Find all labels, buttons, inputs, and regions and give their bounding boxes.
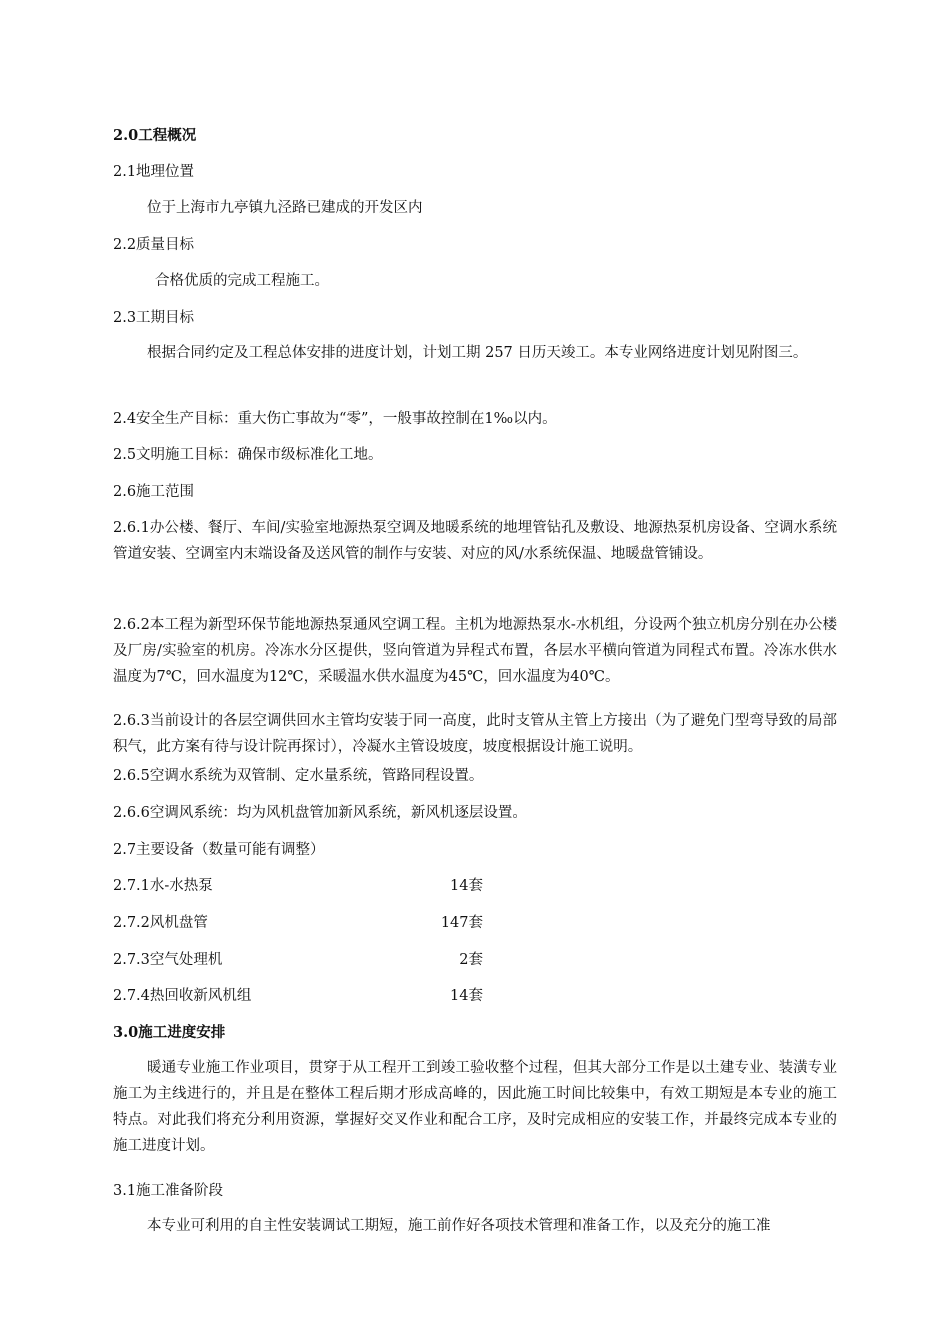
text-2-3: 根据合同约定及工程总体安排的进度计划，计划工期 257 日历天竣工。本专业网络进度计划见附图三。 (147, 345, 808, 361)
equipment-row (113, 913, 513, 933)
heading-3-0: 3.0施工进度安排 (113, 1024, 226, 1041)
text-2-2: 合格优质的完成工程施工。 (155, 273, 329, 289)
equipment-qty: 2套 (459, 952, 483, 968)
heading-2-0: 2.0工程概况 (113, 127, 197, 144)
heading-2-3: 2.3工期目标 (113, 310, 195, 326)
equipment-label: 2.7.2风机盘管 (113, 915, 208, 931)
item-2-6-2: 2.6.2本工程为新型环保节能地源热泵通风空调工程。主机为地源热泵水-水机组，分设两个独立机房分别在办公楼及厂房/实验室的机房。冷冻水分区提供，竖向管道为异程式布置，各层水平横向管道为同程式布置。冷冻水供水温度为7℃，回水温度为12℃，采暖温水供水温度为45℃，回水温度为40℃。 (113, 617, 837, 685)
equipment-row (113, 876, 513, 896)
item-2-5: 2.5文明施工目标：确保市级标准化工地。 (113, 447, 383, 463)
heading-2-1: 2.1地理位置 (113, 164, 195, 180)
item-2-6-3: 2.6.3当前设计的各层空调供回水主管均安装于同一高度，此时支管从主管上方接出（为了避免门型弯导致的局部积气，此方案有待与设计院再探讨），冷凝水主管设坡度，坡度根据设计施工说明。 (113, 713, 837, 755)
equipment-label: 2.7.1水-水热泵 (113, 878, 213, 894)
item-2-6-5: 2.6.5空调水系统为双管制、定水量系统，管路同程设置。 (113, 768, 484, 784)
item-2-6-6: 2.6.6空调风系统：均为风机盘管加新风系统，新风机逐层设置。 (113, 805, 527, 821)
heading-2-6: 2.6施工范围 (113, 484, 195, 500)
text-3-0: 暖通专业施工作业项目，贯穿于从工程开工到竣工验收整个过程，但其大部分工作是以土建专业、装潢专业施工为主线进行的，并且是在整体工程后期才形成高峰的，因此施工时间比较集中，有效工期短是本专业的施工特点。对此我们将充分利用资源，掌握好交叉作业和配合工序，及时完成相应的安装工作，并最终完成本专业的施工进度计划。 (113, 1060, 837, 1154)
item-2-6-1: 2.6.1办公楼、餐厅、车间/实验室地源热泵空调及地暖系统的地埋管钻孔及敷设、地源热泵机房设备、空调水系统管道安装、空调室内末端设备及送风管的制作与安装、对应的风/水系统保温、地暖盘管铺设。 (113, 520, 837, 562)
equipment-qty: 147套 (440, 915, 483, 931)
heading-2-2: 2.2质量目标 (113, 237, 195, 253)
heading-2-7: 2.7主要设备（数量可能有调整） (113, 842, 325, 858)
equipment-qty: 14套 (450, 988, 483, 1004)
item-2-4: 2.4安全生产目标：重大伤亡事故为“零”，一般事故控制在1‰以内。 (113, 411, 557, 427)
text-2-1: 位于上海市九亭镇九泾路已建成的开发区内 (147, 200, 423, 216)
heading-3-1: 3.1施工准备阶段 (113, 1183, 224, 1199)
text-3-1: 本专业可利用的自主性安装调试工期短，施工前作好各项技术管理和准备工作，以及充分的施工准 (147, 1218, 771, 1234)
equipment-row (113, 986, 513, 1006)
equipment-label: 2.7.4热回收新风机组 (113, 988, 252, 1004)
equipment-label: 2.7.3空气处理机 (113, 952, 223, 968)
equipment-row (113, 950, 513, 970)
equipment-qty: 14套 (450, 878, 483, 894)
